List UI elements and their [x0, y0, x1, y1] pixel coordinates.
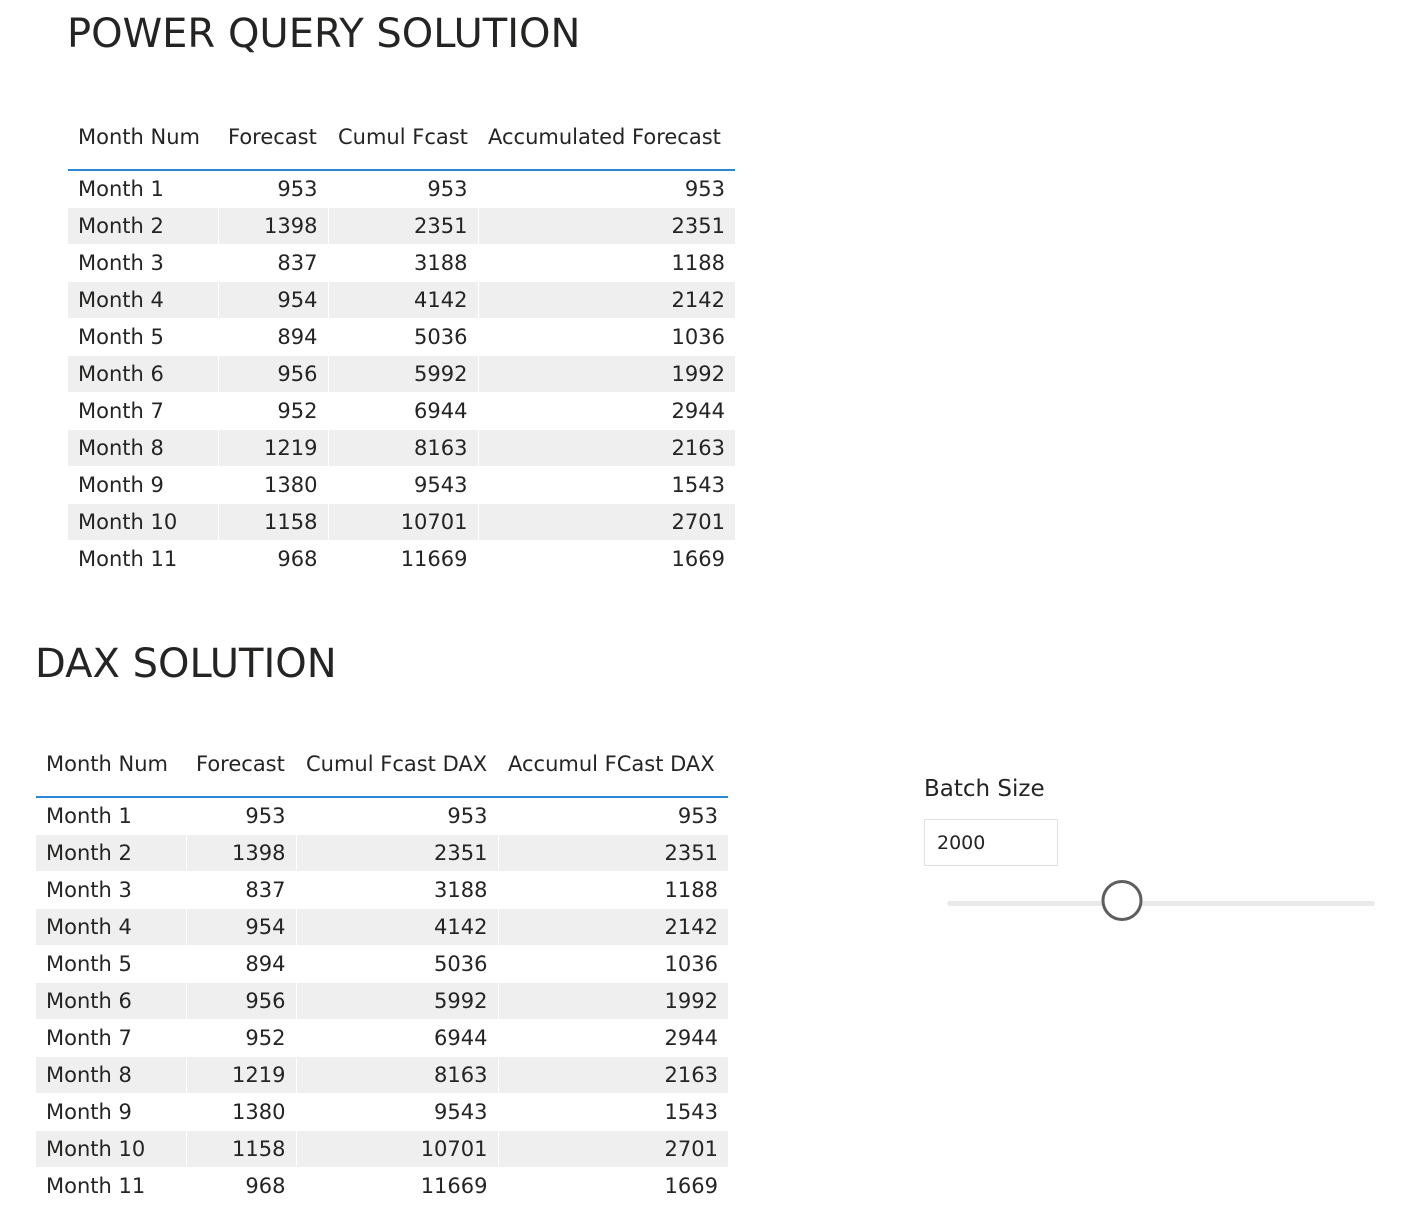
value-cell: 953 [296, 797, 498, 835]
value-cell: 1036 [498, 946, 728, 983]
month-cell: Month 1 [36, 797, 186, 835]
value-cell: 2351 [478, 208, 735, 245]
value-cell: 1398 [218, 208, 328, 245]
value-cell: 4142 [328, 282, 478, 319]
value-cell: 4142 [296, 909, 498, 946]
table-row [68, 319, 735, 356]
value-cell: 1188 [498, 872, 728, 909]
value-cell: 5992 [296, 983, 498, 1020]
value-cell: 2351 [296, 835, 498, 872]
month-cell: Month 10 [36, 1131, 186, 1168]
value-cell: 894 [186, 946, 296, 983]
power-query-table [68, 105, 735, 578]
value-cell: 1543 [498, 1094, 728, 1131]
month-cell: Month 2 [36, 835, 186, 872]
value-cell: 954 [218, 282, 328, 319]
value-cell: 10701 [296, 1131, 498, 1168]
column-header-cumul-fcast[interactable]: Cumul Fcast [328, 105, 478, 170]
value-cell: 2163 [498, 1057, 728, 1094]
month-cell: Month 5 [68, 319, 218, 356]
month-cell: Month 10 [68, 504, 218, 541]
column-header-accumul-fcast-dax[interactable]: Accumul FCast DAX [498, 732, 728, 797]
value-cell: 956 [218, 356, 328, 393]
value-cell: 2701 [478, 504, 735, 541]
column-header-forecast[interactable]: Forecast [186, 732, 296, 797]
value-cell: 2142 [478, 282, 735, 319]
value-cell: 5992 [328, 356, 478, 393]
month-cell: Month 1 [68, 170, 218, 208]
month-cell: Month 7 [68, 393, 218, 430]
value-cell: 2701 [498, 1131, 728, 1168]
dax-table [36, 732, 728, 1205]
value-cell: 953 [478, 170, 735, 208]
table-row [36, 909, 728, 946]
table-row [68, 170, 735, 208]
table-row [36, 1020, 728, 1057]
table-row [36, 1168, 728, 1205]
value-cell: 837 [218, 245, 328, 282]
value-cell: 11669 [296, 1168, 498, 1205]
column-header-month-num[interactable]: Month Num [36, 732, 186, 797]
month-cell: Month 7 [36, 1020, 186, 1057]
value-cell: 1158 [186, 1131, 296, 1168]
column-header-forecast[interactable]: Forecast [218, 105, 328, 170]
value-cell: 2351 [498, 835, 728, 872]
table-row [36, 1131, 728, 1168]
value-cell: 2163 [478, 430, 735, 467]
value-cell: 1992 [498, 983, 728, 1020]
table-row [68, 541, 735, 578]
table-header-row [68, 105, 735, 170]
value-cell: 1219 [218, 430, 328, 467]
month-cell: Month 9 [36, 1094, 186, 1131]
value-cell: 1669 [498, 1168, 728, 1205]
value-cell: 11669 [328, 541, 478, 578]
batch-size-slicer [924, 776, 1384, 936]
dax-title: DAX SOLUTION [35, 641, 337, 687]
table-row [68, 504, 735, 541]
value-cell: 953 [328, 170, 478, 208]
month-cell: Month 11 [36, 1168, 186, 1205]
value-cell: 1036 [478, 319, 735, 356]
value-cell: 8163 [328, 430, 478, 467]
table-row [68, 282, 735, 319]
month-cell: Month 6 [36, 983, 186, 1020]
value-cell: 5036 [296, 946, 498, 983]
value-cell: 952 [218, 393, 328, 430]
value-cell: 9543 [328, 467, 478, 504]
table-row [36, 983, 728, 1020]
month-cell: Month 4 [36, 909, 186, 946]
value-cell: 968 [186, 1168, 296, 1205]
column-header-month-num[interactable]: Month Num [68, 105, 218, 170]
value-cell: 968 [218, 541, 328, 578]
value-cell: 953 [498, 797, 728, 835]
value-cell: 3188 [328, 245, 478, 282]
value-cell: 8163 [296, 1057, 498, 1094]
month-cell: Month 2 [68, 208, 218, 245]
month-cell: Month 3 [36, 872, 186, 909]
value-cell: 894 [218, 319, 328, 356]
value-cell: 9543 [296, 1094, 498, 1131]
value-cell: 1188 [478, 245, 735, 282]
value-cell: 1398 [186, 835, 296, 872]
month-cell: Month 9 [68, 467, 218, 504]
value-cell: 1992 [478, 356, 735, 393]
value-cell: 6944 [328, 393, 478, 430]
table-row [36, 797, 728, 835]
column-header-cumul-fcast-dax[interactable]: Cumul Fcast DAX [296, 732, 498, 797]
value-cell: 2351 [328, 208, 478, 245]
table-header-row [36, 732, 728, 797]
table-row [68, 393, 735, 430]
slider-track[interactable] [947, 901, 1375, 906]
table-row [36, 1057, 728, 1094]
value-cell: 953 [218, 170, 328, 208]
value-cell: 1380 [186, 1094, 296, 1131]
table-row [68, 467, 735, 504]
value-cell: 2142 [498, 909, 728, 946]
power-query-title: POWER QUERY SOLUTION [67, 11, 581, 57]
value-cell: 6944 [296, 1020, 498, 1057]
value-cell: 1669 [478, 541, 735, 578]
table-row [68, 430, 735, 467]
table-row [68, 356, 735, 393]
table-row [36, 872, 728, 909]
value-cell: 3188 [296, 872, 498, 909]
value-cell: 1380 [218, 467, 328, 504]
month-cell: Month 4 [68, 282, 218, 319]
value-cell: 1543 [478, 467, 735, 504]
table-row [36, 835, 728, 872]
value-cell: 1219 [186, 1057, 296, 1094]
month-cell: Month 8 [36, 1057, 186, 1094]
value-cell: 956 [186, 983, 296, 1020]
value-cell: 953 [186, 797, 296, 835]
value-cell: 954 [186, 909, 296, 946]
slicer-title: Batch Size [924, 776, 1045, 802]
value-cell: 10701 [328, 504, 478, 541]
table-row [36, 946, 728, 983]
slider-handle[interactable] [1102, 880, 1143, 921]
value-cell: 2944 [478, 393, 735, 430]
month-cell: Month 11 [68, 541, 218, 578]
month-cell: Month 8 [68, 430, 218, 467]
table-row [36, 1094, 728, 1131]
month-cell: Month 3 [68, 245, 218, 282]
value-cell: 5036 [328, 319, 478, 356]
value-cell: 2944 [498, 1020, 728, 1057]
table-row [68, 208, 735, 245]
value-cell: 952 [186, 1020, 296, 1057]
batch-size-input[interactable] [924, 819, 1058, 866]
value-cell: 837 [186, 872, 296, 909]
month-cell: Month 5 [36, 946, 186, 983]
month-cell: Month 6 [68, 356, 218, 393]
value-cell: 1158 [218, 504, 328, 541]
table-row [68, 245, 735, 282]
column-header-accumulated-forecast[interactable]: Accumulated Forecast [478, 105, 735, 170]
